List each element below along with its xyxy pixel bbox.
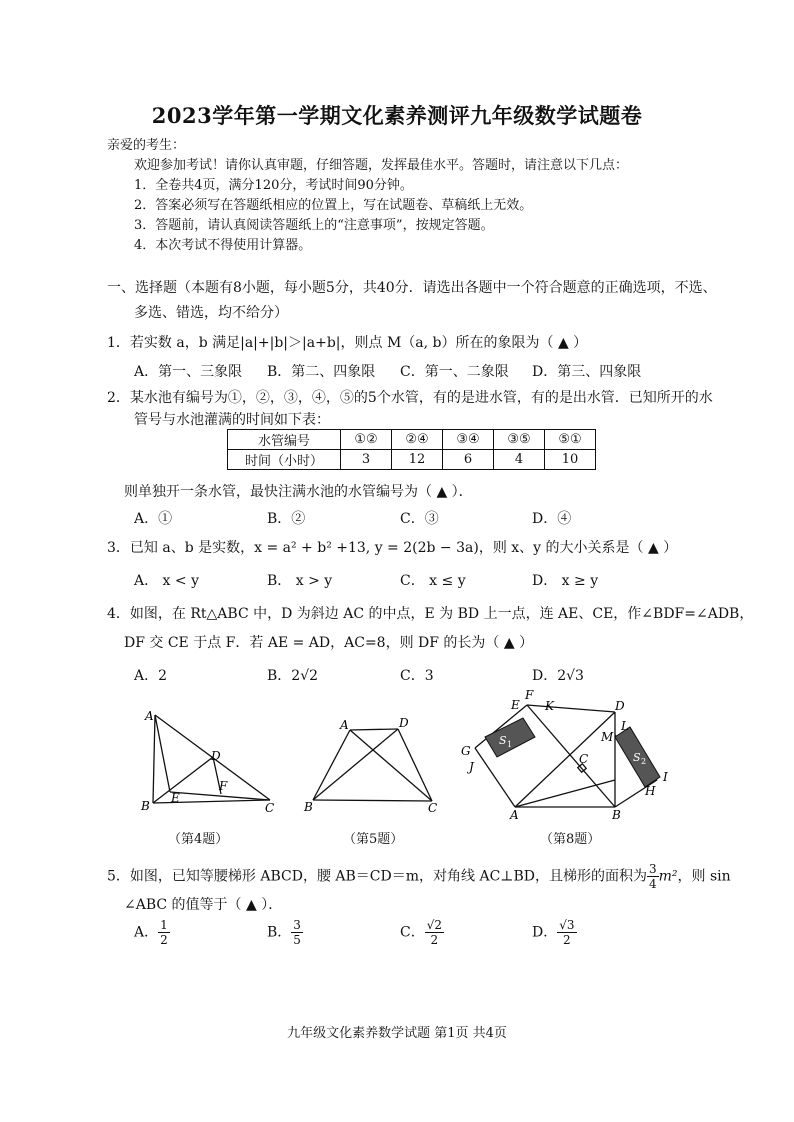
fig8-label: G (461, 744, 471, 758)
q5-area-var: m² (658, 868, 678, 885)
table-cell: ③④ (443, 430, 494, 450)
fig8-label: B (612, 808, 621, 822)
fig5-label: B (304, 800, 313, 814)
fig5-label: D (399, 716, 409, 730)
figure-q5 (300, 705, 450, 820)
q2-option-b: B．② (267, 511, 306, 527)
q5-stem-tail: ，则 sin (677, 868, 731, 885)
fig5-caption: （第5题） (343, 832, 404, 847)
fraction-numerator: 3 (648, 862, 657, 876)
fig4-label: A (145, 709, 154, 723)
q4-option-c: C．3 (400, 668, 434, 684)
notice-intro: 欢迎参加考试！请你认真审题，仔细答题，发挥最佳水平。答题时，请注意以下几点： (134, 158, 629, 173)
fig4-label: F (219, 779, 228, 793)
notice-item: 2．答案必须写在答题纸相应的位置上，写在试题卷、草稿纸上无效。 (134, 198, 533, 213)
fig8-label: 1 (507, 740, 513, 749)
fig4-label: E (171, 791, 180, 805)
q1-option-b: B．第二、四象限 (267, 364, 376, 380)
table-cell: ①② (341, 430, 392, 450)
option-fraction (425, 918, 444, 947)
fig8-label: E (511, 698, 520, 712)
pipe-table (227, 429, 596, 470)
q2-stem: 2．某水池有编号为①，②，③，④，⑤的5个水管，有的是进水管，有的是出水管．已知所开的水 (107, 390, 713, 406)
fig8-label: S (633, 751, 641, 764)
q3-option-b: B． x > y (267, 573, 333, 589)
fraction-denominator: 2 (563, 933, 571, 947)
section-heading: 一、选择题（本题有8小题，每小题5分，共40分．请选出各题中一个符合题意的正确选项，不选、 (107, 280, 717, 296)
table-header-cell: 时间（小时） (228, 450, 341, 470)
fraction-denominator: 2 (430, 933, 439, 947)
table-cell: 4 (494, 450, 545, 470)
q3-option-d: D． x ≥ y (532, 573, 599, 589)
notice-item: 4．本次考试不得使用计算器。 (134, 238, 312, 253)
fig8-label: L (621, 719, 629, 733)
fig4-label: D (211, 749, 221, 763)
q2-stem-cont: 管号与水池灌满的时间如下表： (134, 412, 330, 428)
q1-stem: 1．若实数 a，b 满足|a|+|b|＞|a+b|，则点 M（a, b）所在的象限为（ ▲ ） (107, 335, 588, 351)
fig4-label: C (265, 801, 275, 815)
fig8-label: H (645, 784, 656, 798)
page-title: 2023学年第一学期文化素养测评九年级数学试题卷 (151, 103, 643, 128)
q1-option-d: D．第三、四象限 (532, 364, 642, 380)
fig8-label: C (579, 752, 589, 766)
q4-stem: 4．如图，在 Rt△ABC 中，D 为斜边 AC 的中点，E 为 BD 上一点，连 AE、CE，作∠BDF=∠ADB， (107, 606, 754, 622)
q5-option-c (400, 918, 444, 947)
q2-option-c: C．③ (400, 511, 439, 527)
fraction-numerator: √3 (559, 918, 575, 932)
page-footer: 九年级文化素养数学试题 第1页 共4页 (287, 1026, 507, 1041)
fraction-denominator: 2 (160, 933, 168, 947)
q5-option-b (267, 918, 303, 947)
option-letter: A． (134, 924, 159, 941)
table-cell: 6 (443, 450, 494, 470)
table-cell: ⑤① (545, 430, 596, 450)
q5-option-d (532, 918, 577, 947)
option-fraction (158, 918, 170, 947)
q5-area-fraction (647, 862, 659, 891)
q3-option-c: C． x ≤ y (400, 573, 466, 589)
fig8-label: M (601, 730, 614, 744)
table-row (228, 430, 596, 450)
q4-option-a: A．2 (134, 668, 168, 684)
q1-option-c: C．第一、二象限 (400, 364, 509, 380)
option-fraction (291, 918, 303, 947)
fig8-label: I (663, 770, 668, 784)
q2-question: 则单独开一条水管，最快注满水池的水管编号为（ ▲ ）． (124, 484, 473, 500)
q4-stem-cont: DF 交 CE 于点 F．若 AE = AD，AC=8，则 DF 的长为（ ▲ ） (124, 635, 534, 651)
option-fraction (557, 918, 576, 947)
figure-q4 (135, 700, 285, 820)
q4-option-d: D．2√3 (532, 668, 584, 684)
fraction-denominator: 5 (293, 933, 301, 947)
fig8-label: A (510, 808, 519, 822)
notice-greeting: 亲爱的考生： (107, 138, 186, 153)
notice-item: 3．答题前，请认真阅读答题纸上的“注意事项”，按规定答题。 (134, 218, 494, 233)
fraction-numerator: 3 (293, 918, 301, 932)
table-cell: 10 (545, 450, 596, 470)
fraction-numerator: √2 (426, 918, 442, 932)
option-letter: C． (400, 924, 425, 941)
fig8-label: J (469, 760, 474, 774)
q5-option-a (134, 918, 170, 947)
q3-option-a: A． x < y (134, 573, 199, 589)
fig8-label: K (545, 699, 554, 713)
q5-stem-text: 5．如图，已知等腰梯形 ABCD，腰 AB＝CD＝m，对角线 AC⊥BD，且梯形的面积为 (107, 868, 647, 885)
table-cell: ②④ (392, 430, 443, 450)
fig4-caption: （第4题） (168, 832, 229, 847)
fig8-label: S (499, 734, 507, 747)
q3-stem: 3．已知 a、b 是实数，x = a² + b² +13, y = 2(2b − 3a)，则 x、y 的大小关系是（ ▲ ） (107, 540, 678, 556)
fig8-label: 2 (641, 757, 647, 766)
fig4-label: B (141, 799, 150, 813)
fig8-label: F (525, 688, 534, 702)
table-header-cell: 水管编号 (228, 430, 341, 450)
fig5-label: A (340, 718, 349, 732)
q5-stem (107, 862, 731, 891)
fraction-numerator: 1 (160, 918, 168, 932)
fig8-caption: （第8题） (540, 832, 601, 847)
fig8-label: D (615, 699, 625, 713)
notice-item: 1．全卷共4页，满分120分，考试时间90分钟。 (134, 178, 413, 193)
fraction-denominator: 4 (648, 877, 657, 891)
figure-q8 (455, 685, 685, 825)
table-cell: ③⑤ (494, 430, 545, 450)
q4-option-b: B．2√2 (267, 668, 319, 684)
fig5-label: C (428, 801, 438, 815)
q5-stem-cont: ∠ABC 的值等于（ ▲ ）． (124, 897, 283, 913)
table-cell: 3 (341, 450, 392, 470)
table-row (228, 450, 596, 470)
q1-option-a: A．第一、三象限 (134, 364, 243, 380)
option-letter: D． (532, 924, 558, 941)
table-cell: 12 (392, 450, 443, 470)
section-heading-cont: 多选、错选，均不给分） (134, 305, 288, 321)
q2-option-d: D．④ (532, 511, 572, 527)
option-letter: B． (267, 924, 292, 941)
q2-option-a: A．① (134, 511, 173, 527)
